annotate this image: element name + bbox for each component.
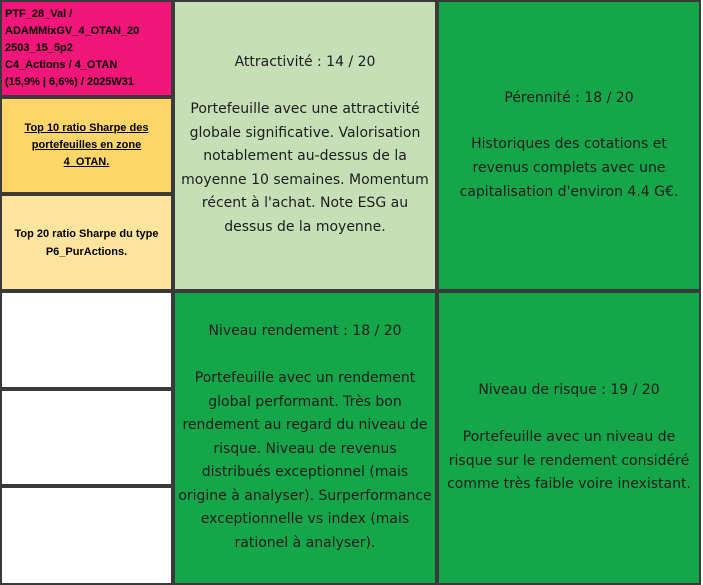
identity-line: (15,9% | 6,6%) / 2025W31 — [5, 76, 135, 88]
identity-line: 2503_15_5p2 — [5, 42, 73, 54]
empty-cell — [0, 389, 173, 486]
risque-title: Niveau de risque : 19 / 20 — [478, 382, 660, 399]
identity-line: ADAMMixGV_4_OTAN_20 — [5, 25, 140, 37]
risque-text: Portefeuille avec un niveau de risque sur le rendement considéré comme très faible voire inexistant. — [447, 428, 691, 493]
risque-cell — [437, 291, 701, 585]
rendement-cell — [173, 291, 437, 585]
top20-sharpe-text: Top 20 ratio Sharpe du type P6_PurActions. — [14, 227, 159, 258]
attractivite-title: Attractivité : 14 / 20 — [234, 54, 376, 71]
rendement-text: Portefeuille avec un rendement global performant. Très bon rendement au regard du niveau de risque. Niveau de revenus distribués exceptionnel (mais origine à analyser). Surperformance exceptionnelle vs index (mais rationel à analyser). — [178, 369, 432, 552]
top10-sharpe-text: Top 10 ratio Sharpe des portefeuilles en zone 4_OTAN. — [24, 122, 149, 168]
portfolio-identity-cell — [0, 0, 173, 97]
perennite-cell — [437, 0, 701, 291]
perennite-text: Historiques des cotations et revenus complets avec une capitalisation d'environ 4.4 G€. — [459, 136, 679, 200]
identity-line: C4_Actions / 4_OTAN — [5, 59, 118, 71]
attractivite-cell — [173, 0, 437, 291]
top20-sharpe-cell — [0, 194, 173, 291]
identity-line: PTF_28_Val / — [5, 8, 73, 20]
top10-sharpe-cell — [0, 97, 173, 194]
rendement-title: Niveau rendement : 18 / 20 — [208, 323, 402, 340]
perennite-title: Pérennité : 18 / 20 — [504, 89, 634, 106]
empty-cell — [0, 291, 173, 389]
attractivite-text: Portefeuille avec une attractivité globale significative. Valorisation notablement au-dessus de la moyenne 10 semaines. Momentum récent à l'achat. Note ESG au dessus de la moyenne. — [181, 101, 429, 235]
empty-cell — [0, 486, 173, 585]
